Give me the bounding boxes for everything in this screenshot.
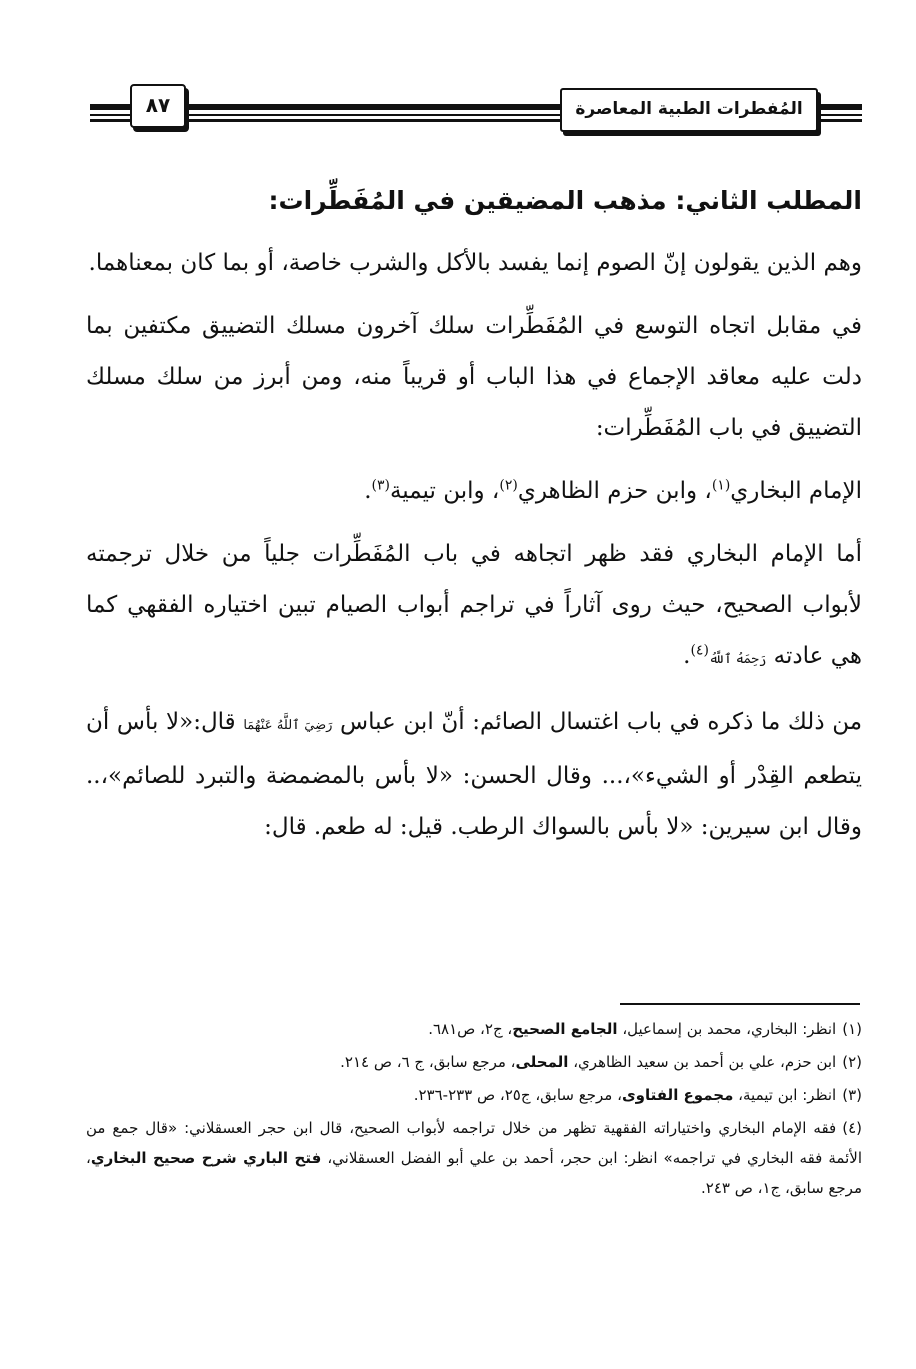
page-header bbox=[90, 84, 862, 140]
footnote-book-title: فتح الباري شرح صحيح البخاري bbox=[90, 1149, 322, 1167]
footnote-2 bbox=[86, 1047, 862, 1077]
footnote-number: (٤) bbox=[842, 1119, 862, 1137]
footnote-citation: ، مرجع سابق، ج ٦، ص ٢١٤. bbox=[340, 1053, 516, 1071]
footnote-text: انظر: ابن تيمية، bbox=[738, 1086, 837, 1104]
footnote-book-title: المحلى bbox=[515, 1053, 569, 1071]
footnote-book-title: مجموع الفتاوى bbox=[621, 1086, 734, 1104]
footnote-ref-2: (٢) bbox=[499, 477, 518, 494]
footnote-number: (١) bbox=[842, 1020, 862, 1038]
main-text bbox=[86, 176, 862, 865]
heading-title: مذهب المضيقين في المُفَطِّرات bbox=[278, 186, 667, 215]
paragraph-5 bbox=[86, 697, 862, 853]
paragraph-4-text: أما الإمام البخاري فقد ظهر اتجاهه في باب المُفَطِّرات جلياً من خلال ترجمته لأبواب الصحيح، حيث روى آثاراً في تراجم أبواب الصيام تبين اختياره الفقهي كما هي عادته bbox=[86, 541, 862, 669]
paragraph-3 bbox=[86, 466, 862, 517]
footnote-separator bbox=[620, 1003, 860, 1005]
heading-separator: : bbox=[675, 186, 686, 215]
footnote-ref-3: (٣) bbox=[371, 477, 390, 494]
paragraph-4-end: . bbox=[683, 643, 691, 669]
footnote-1 bbox=[86, 1014, 862, 1044]
scholar-ibn-hazm: ، وابن حزم الظاهري bbox=[517, 478, 712, 504]
honorific-mark: رَضِيَ ٱللَّهُ عَنْهُمَا bbox=[243, 718, 333, 733]
footnote-number: (٢) bbox=[842, 1053, 862, 1071]
footnote-book-title: الجامع الصحيح bbox=[512, 1020, 618, 1038]
footnotes bbox=[86, 1014, 862, 1206]
footnote-text: انظر: البخاري، محمد بن إسماعيل، bbox=[622, 1020, 837, 1038]
footnote-text: فقه الإمام البخاري واختياراته الفقهية تظهر من خلال تراجمه لأبواب الصحيح، قال ابن حجر العسقلاني: «قال جمع من الأئمة فقه البخاري في تراجمه» انظر: ابن حجر، أحمد بن علي أبو الفضل العسقلاني، bbox=[86, 1119, 862, 1167]
section-heading bbox=[86, 176, 862, 226]
footnote-number: (٣) bbox=[842, 1086, 862, 1104]
footnote-citation: ، ج٢، ص٦٨١. bbox=[428, 1020, 513, 1038]
footnote-text: ابن حزم، علي بن أحمد بن سعيد الظاهري، bbox=[573, 1053, 837, 1071]
paragraph-2: في مقابل اتجاه التوسع في المُفَطِّرات سلك آخرون مسلك التضييق مكتفين بما دلت عليه معاقد الإجماع في هذا الباب أو قريباً منه، ومن أبرز من سلك مسلك التضييق في باب المُفَطِّرات: bbox=[86, 313, 862, 441]
honorific-mark: رَحِمَهُ ٱللَّهُ bbox=[708, 652, 767, 667]
footnote-ref-4: (٤) bbox=[690, 642, 709, 659]
footnote-citation: ، مرجع سابق، ج٢٥، ص ٢٣٣-٢٣٦. bbox=[413, 1086, 622, 1104]
heading-label: المطلب الثاني bbox=[685, 186, 862, 215]
paragraph-3-end: . bbox=[364, 478, 372, 504]
scholar-ibn-taymiyyah: ، وابن تيمية bbox=[389, 478, 500, 504]
footnote-4 bbox=[86, 1113, 862, 1203]
paragraph-4 bbox=[86, 529, 862, 685]
paragraph-1: وهم الذين يقولون إنّ الصوم إنما يفسد بالأكل والشرب خاصة، أو بما كان بمعناهما. bbox=[88, 250, 862, 276]
paragraph-5-text-a: من ذلك ما ذكره في باب اغتسال الصائم: أنّ ابن عباس bbox=[340, 709, 863, 735]
footnote-3 bbox=[86, 1080, 862, 1110]
paragraph-5-text-b: قال:«لا بأس أن يتطعم القِدْر أو الشيء»،... وقال الحسن: «لا بأس بالمضمضة والتبرد للصائم»،.. وقال ابن سيرين: «لا بأس بالسواك الرطب. قيل: له طعم. قال: bbox=[86, 709, 862, 840]
page-number: ٨٧ bbox=[130, 84, 186, 128]
footnote-citation: ، مرجع سابق، ج١، ص ٢٤٣. bbox=[86, 1149, 862, 1197]
scholar-bukhari: الإمام البخاري bbox=[730, 478, 862, 504]
heading-end: : bbox=[268, 186, 279, 215]
footnote-ref-1: (١) bbox=[711, 477, 731, 494]
running-title: المُفطرات الطبية المعاصرة bbox=[560, 88, 818, 132]
